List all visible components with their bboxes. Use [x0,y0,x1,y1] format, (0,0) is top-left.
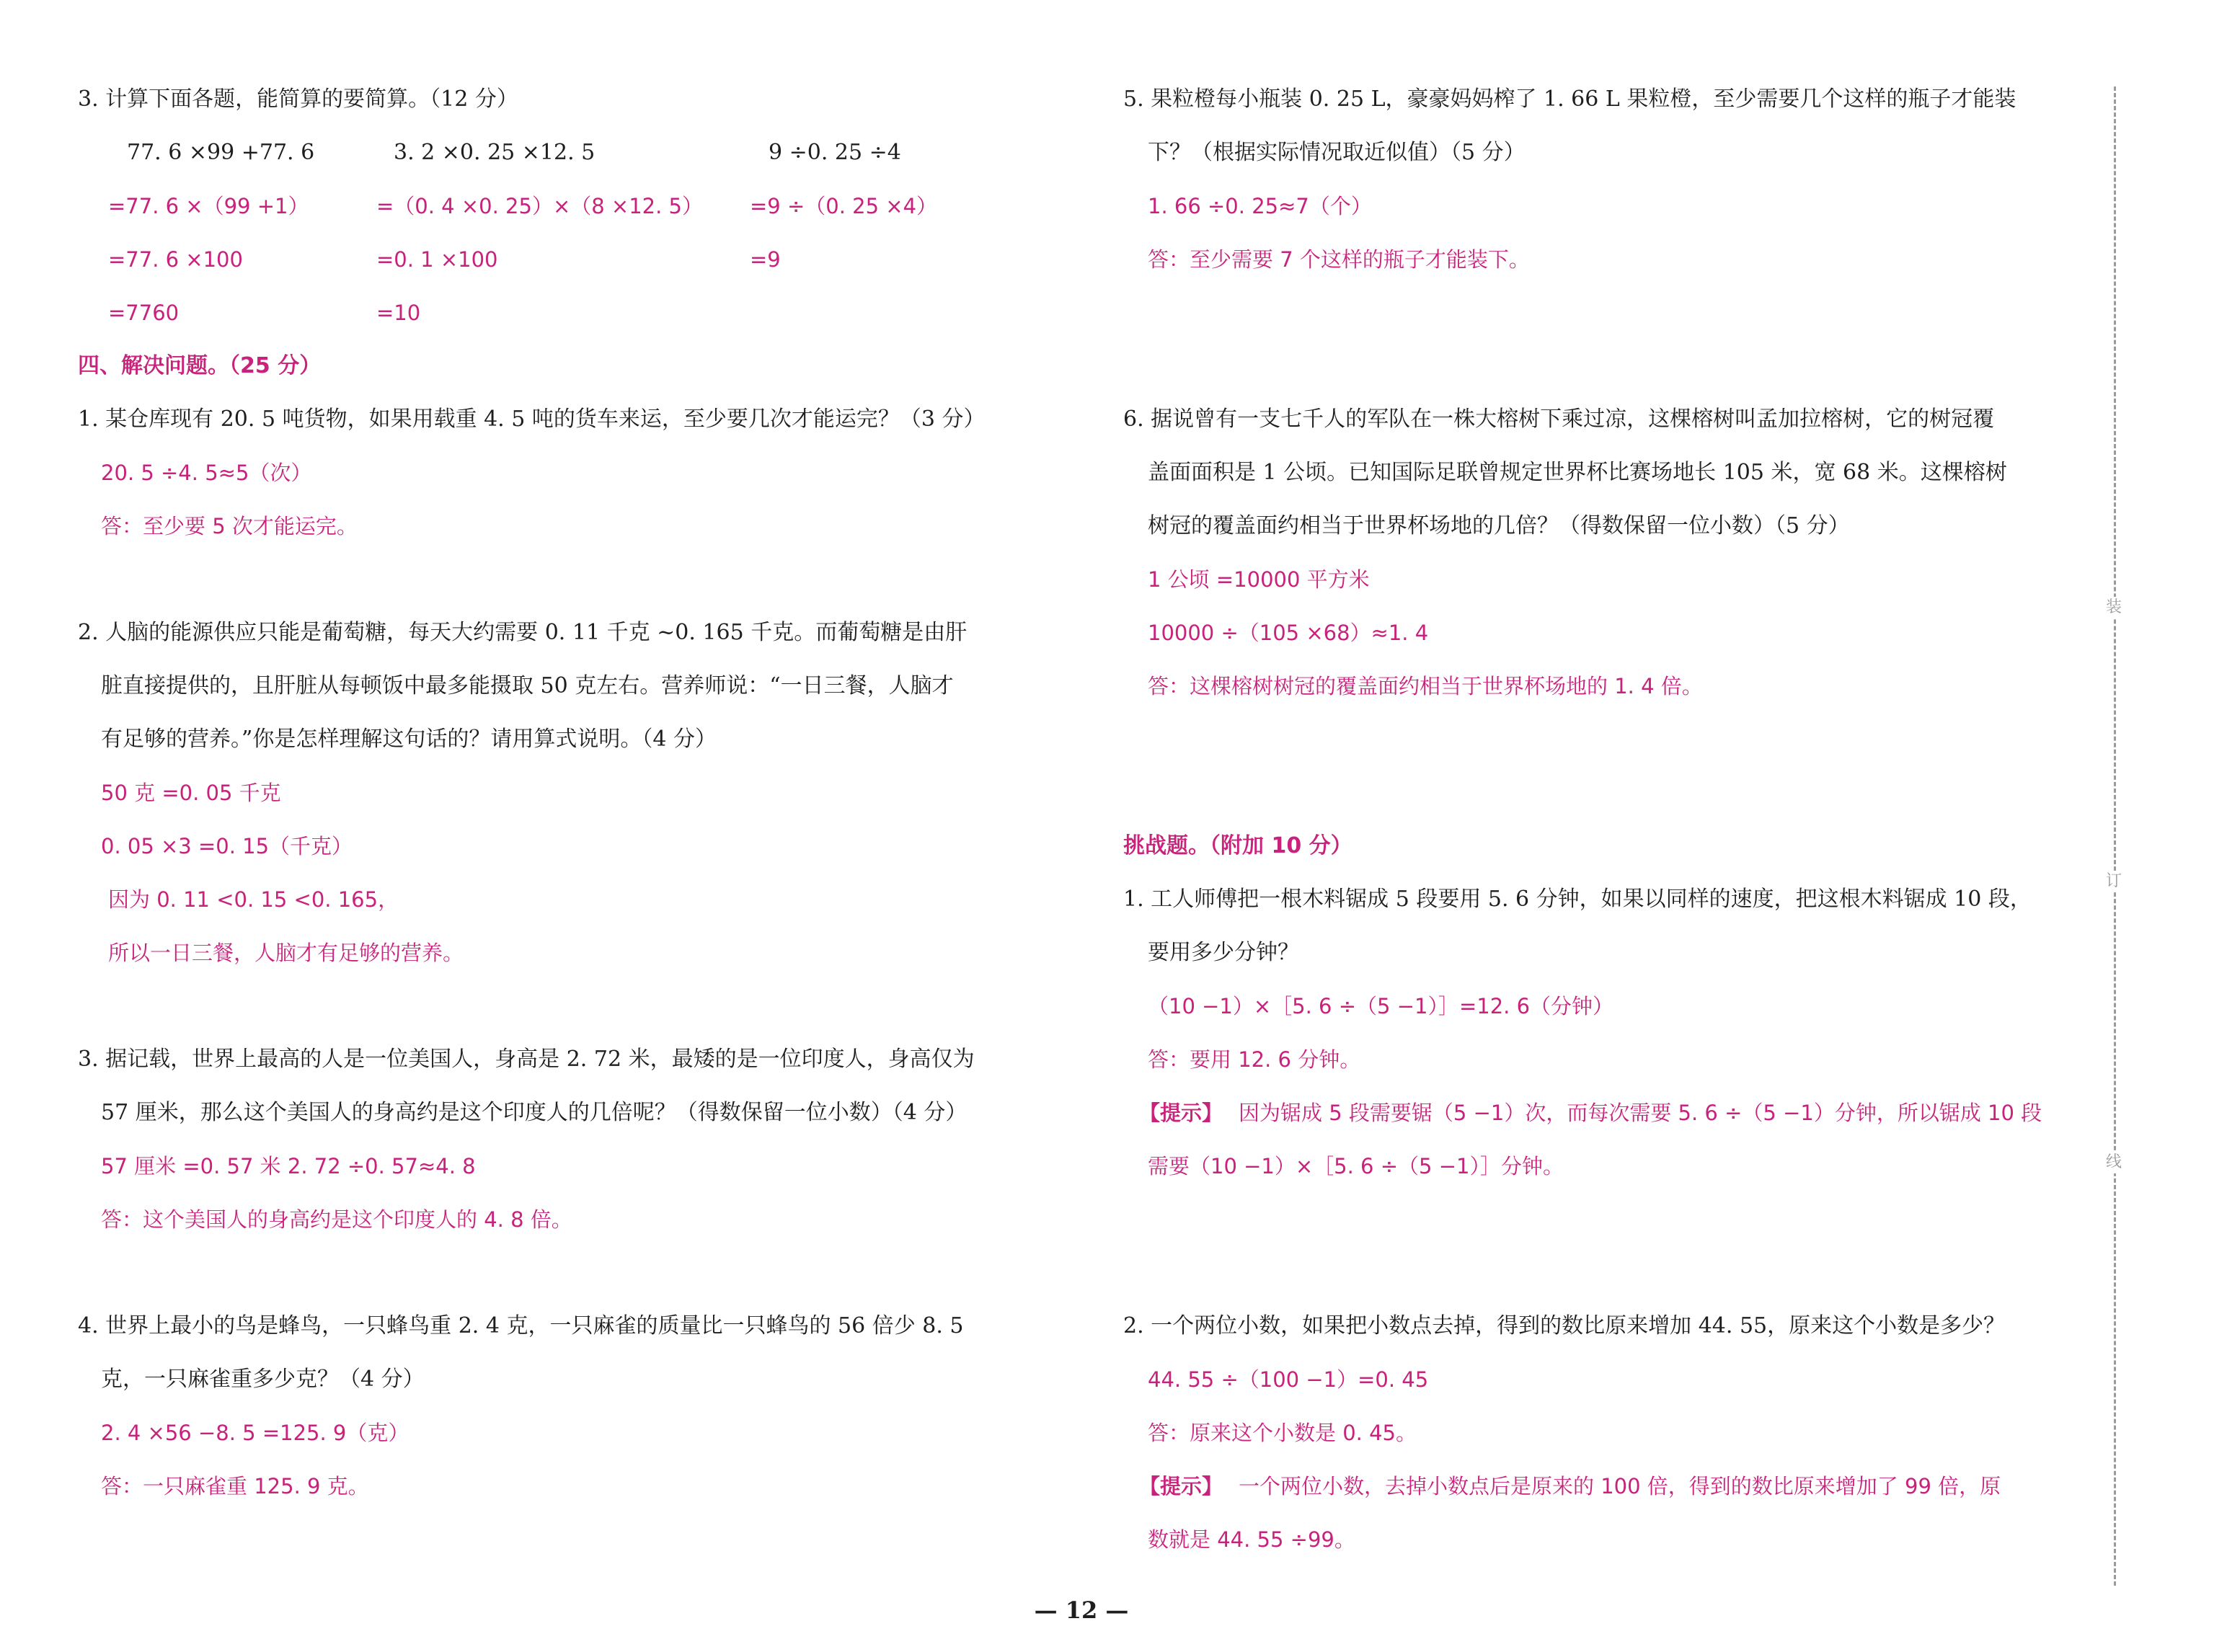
problem-6-step2: 10000 ÷（105 ×68）≈1. 4 [1148,621,1429,645]
problem-2-step3: 因为 0. 11 <0. 15 <0. 165， [108,887,399,912]
page-number: — 12 — [1034,1597,1129,1624]
hint-text: 因为锯成 5 段需要锯（5 −1）次，而每次需要 5. 6 ÷（5 −1）分钟，所以锯成 10 段 [1239,1101,2042,1125]
problem-6-line3: 树冠的覆盖面约相当于世界杯场地的几倍？（得数保留一位小数）（5 分） [1148,513,1850,538]
calc3-expr: 9 ÷0. 25 ÷4 [769,140,901,165]
calc2-expr: 3. 2 ×0. 25 ×12. 5 [394,140,596,165]
challenge-2-calc: 44. 55 ÷（100 −1）=0. 45 [1148,1367,1429,1392]
challenge-2-hint-line2: 数就是 44. 55 ÷99。 [1148,1527,1355,1552]
problem-2-line2: 脏直接提供的，且肝脏从每顿饭中最多能摄取 50 克左右。营养师说：“一日三餐，人脑才 [101,673,954,698]
problem-4-calc: 2. 4 ×56 −8. 5 =125. 9（克） [101,1421,409,1445]
challenge-2-answer: 答：原来这个小数是 0. 45。 [1148,1421,1417,1445]
problem-2-line3: 有足够的营养。”你是怎样理解这句话的？请用算式说明。（4 分） [101,727,717,752]
problem-2-answer: 所以一日三餐，人脑才有足够的营养。 [108,941,464,965]
challenge-1-line2: 要用多少分钟？ [1148,940,1299,965]
calc1-step2: =77. 6 ×100 [108,247,243,272]
problem-4-answer: 答：一只麻雀重 125. 9 克。 [101,1474,369,1498]
problem-4-line2: 克，一只麻雀重多少克？（4 分） [101,1367,425,1392]
challenge-1-line1: 1. 工人师傅把一根木料锯成 5 段要用 5. 6 分钟，如果以同样的速度，把这根木料锯成 10 段， [1123,887,2032,912]
problem-3-calc: 57 厘米 =0. 57 米 2. 72 ÷0. 57≈4. 8 [101,1154,476,1178]
q3-title: 3. 计算下面各题，能简算的要简算。（12 分） [78,86,518,112]
problem-1-text: 1. 某仓库现有 20. 5 吨货物，如果用载重 4. 5 吨的货车来运，至少要几次才能运完？（3 分） [78,407,986,432]
problem-1-calc: 20. 5 ÷4. 5≈5（次） [101,461,312,485]
problem-5-line2: 下？（根据实际情况取近似值）（5 分） [1148,140,1526,165]
problem-1-answer: 答：至少要 5 次才能运完。 [101,514,358,538]
challenge-heading: 挑战题。（附加 10 分） [1123,833,1352,858]
problem-6-line2: 盖面面积是 1 公顷。已知国际足联曾规定世界杯比赛场地长 105 米，宽 68 米。这棵榕树 [1148,460,2007,485]
calc1-step1: =77. 6 ×（99 +1） [108,194,309,218]
calc3-step1: =9 ÷（0. 25 ×4） [750,194,938,218]
binding-char-ding: 订 [2101,871,2127,892]
problem-4-line1: 4. 世界上最小的鸟是蜂鸟，一只蜂鸟重 2. 4 克，一只麻雀的质量比一只蜂鸟的 56 倍少 8. 5 [78,1313,964,1338]
challenge-1-hint-line1 [1139,1098,2042,1127]
problem-5-answer: 答：至少需要 7 个这样的瓶子才能装下。 [1148,247,1530,272]
problem-3-line2: 57 厘米，那么这个美国人的身高约是这个印度人的几倍呢？（得数保留一位小数）（4 分） [101,1100,968,1125]
calc3-result: =9 [750,247,781,272]
challenge-1-answer: 答：要用 12. 6 分钟。 [1148,1047,1361,1072]
binding-char-zhuang: 装 [2101,597,2127,618]
section-4-heading: 四、解决问题。（25 分） [78,353,322,378]
calc2-step1: =（0. 4 ×0. 25）×（8 ×12. 5） [376,194,703,218]
problem-3-answer: 答：这个美国人的身高约是这个印度人的 4. 8 倍。 [101,1207,572,1232]
problem-6-step1: 1 公顷 =10000 平方米 [1148,567,1370,592]
problem-2-step2: 0. 05 ×3 =0. 15（千克） [101,834,353,858]
problem-5-calc: 1. 66 ÷0. 25≈7（个） [1148,194,1372,218]
challenge-1-hint-line2: 需要（10 −1）×［5. 6 ÷（5 −1）］分钟。 [1148,1154,1564,1178]
calc1-expr: 77. 6 ×99 +77. 6 [127,140,315,165]
problem-5-line1: 5. 果粒橙每小瓶装 0. 25 L，豪豪妈妈榨了 1. 66 L 果粒橙，至少需要几个这样的瓶子才能装 [1123,86,2016,112]
hint-label: 【提示】 [1139,1474,1223,1498]
problem-6-answer: 答：这棵榕树树冠的覆盖面约相当于世界杯场地的 1. 4 倍。 [1148,674,1703,698]
hint-text: 一个两位小数，去掉小数点后是原来的 100 倍，得到的数比原来增加了 99 倍，原 [1239,1474,2001,1498]
binding-dashed-line [2114,86,2116,1586]
challenge-2-text: 2. 一个两位小数，如果把小数点去掉，得到的数比原来增加 44. 55，原来这个小数是多少？ [1123,1313,2006,1338]
calc2-result: =10 [376,301,421,325]
hint-label: 【提示】 [1139,1101,1223,1125]
challenge-1-calc: （10 −1）×［5. 6 ÷（5 −1）］=12. 6（分钟） [1148,994,1614,1018]
calc1-result: =7760 [108,301,180,325]
binding-char-xian: 线 [2101,1152,2127,1173]
problem-6-line1: 6. 据说曾有一支七千人的军队在一株大榕树下乘过凉，这棵榕树叫孟加拉榕树，它的树冠覆 [1123,407,1995,432]
problem-3-line1: 3. 据记载，世界上最高的人是一位美国人，身高是 2. 72 米，最矮的是一位印度人，身高仅为 [78,1047,975,1072]
problem-2-step1: 50 克 =0. 05 千克 [101,781,281,805]
challenge-2-hint-line1 [1139,1472,2001,1501]
calc2-step2: =0. 1 ×100 [376,247,498,272]
problem-2-line1: 2. 人脑的能源供应只能是葡萄糖，每天大约需要 0. 11 千克 ~0. 165 千克。而葡萄糖是由肝 [78,620,968,645]
